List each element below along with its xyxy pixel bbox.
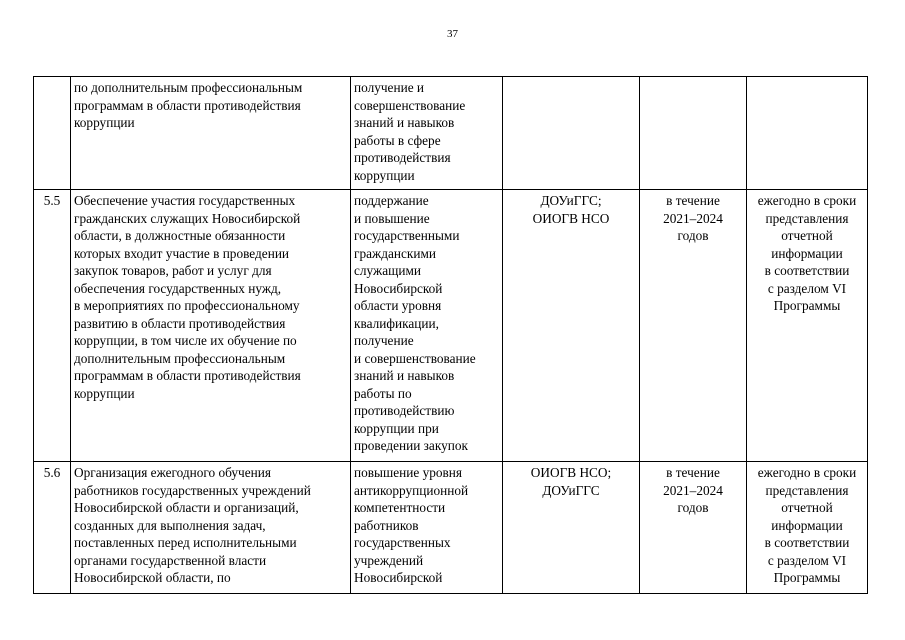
executors-cell: ДОУиГГС; ОИОГВ НСО bbox=[503, 190, 640, 462]
term-cell bbox=[640, 77, 747, 190]
row-number bbox=[34, 77, 71, 190]
table-row bbox=[34, 77, 868, 190]
reporting-cell: ежегодно в сроки представления отчетной информации в соответствии с разделом VI Программы bbox=[747, 190, 868, 462]
result-cell: поддержание и повышение государственными гражданскими служащими Новосибирской области уровня квалификации, получение и совершенствование знаний и навыков работы по противодействию коррупции при проведении закупок bbox=[351, 190, 503, 462]
event-cell: Организация ежегодного обучения работников государственных учреждений Новосибирской области и организаций, созданных для выполнения задач, поставленных перед исполнительными органами государственной власти Новосибирской области, по bbox=[71, 462, 351, 594]
executors-cell bbox=[503, 77, 640, 190]
term-cell: в течение 2021–2024 годов bbox=[640, 462, 747, 594]
result-cell: получение и совершенствование знаний и навыков работы в сфере противодействия коррупции bbox=[351, 77, 503, 190]
table-row bbox=[34, 190, 868, 462]
measures-table bbox=[33, 76, 868, 594]
reporting-cell bbox=[747, 77, 868, 190]
executors-cell: ОИОГВ НСО; ДОУиГГС bbox=[503, 462, 640, 594]
event-cell: по дополнительным профессиональным программам в области противодействия коррупции bbox=[71, 77, 351, 190]
row-number: 5.6 bbox=[34, 462, 71, 594]
reporting-cell: ежегодно в сроки представления отчетной информации в соответствии с разделом VI Программы bbox=[747, 462, 868, 594]
event-cell: Обеспечение участия государственных гражданских служащих Новосибирской области, в должностные обязанности которых входит участие в проведении закупок товаров, работ и услуг для обеспечения государственных нужд, в мероприятиях по профессиональному развитию в области противодействия коррупции, в том числе их обучение по дополнительным профессиональным программам в области противодействия коррупции bbox=[71, 190, 351, 462]
page-number: 37 bbox=[447, 28, 458, 40]
term-cell: в течение 2021–2024 годов bbox=[640, 190, 747, 462]
result-cell: повышение уровня антикоррупционной компетентности работников государственных учреждений Новосибирской bbox=[351, 462, 503, 594]
table-row bbox=[34, 462, 868, 594]
row-number: 5.5 bbox=[34, 190, 71, 462]
